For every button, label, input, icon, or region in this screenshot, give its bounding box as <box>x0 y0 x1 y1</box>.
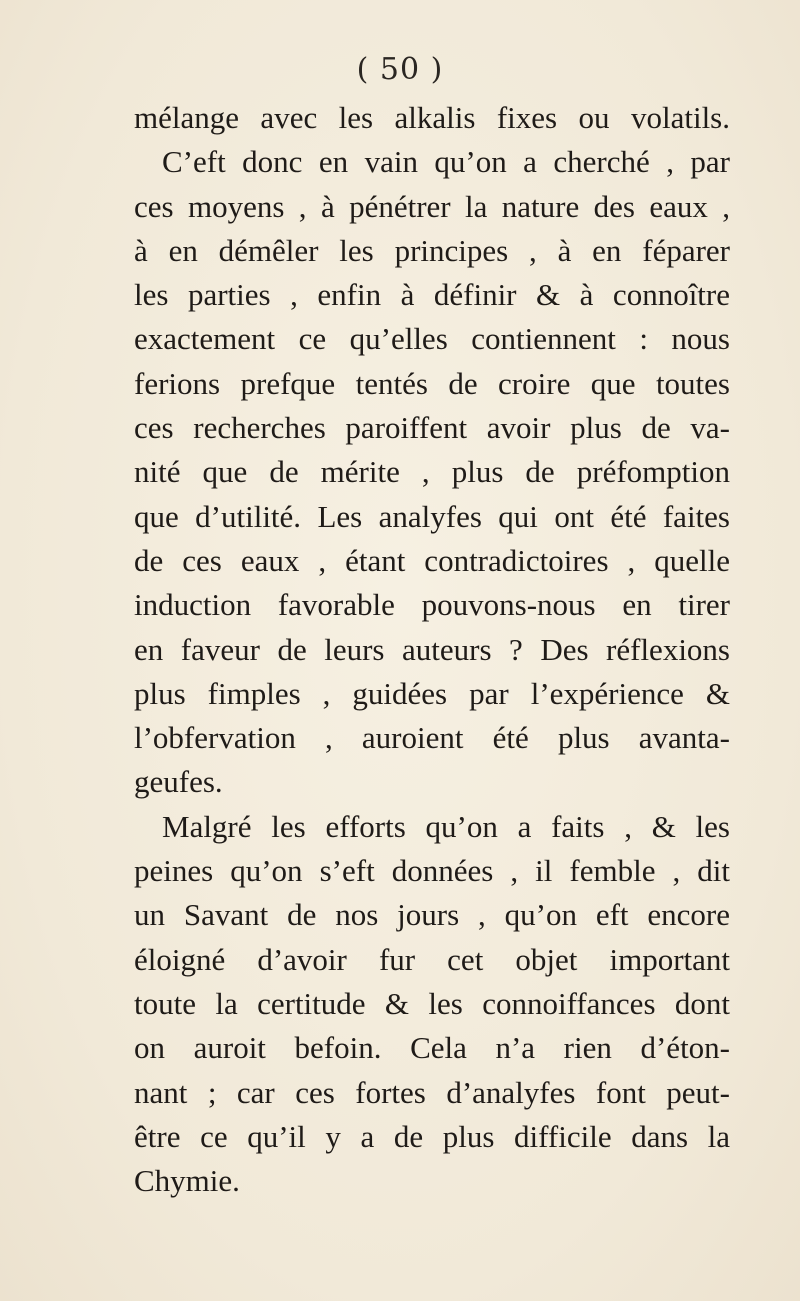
text-line: de ces eaux , étant contradictoires , quelle <box>134 542 730 578</box>
text-line: Chymie. <box>134 1163 240 1199</box>
text-line: Malgré les efforts qu’on a faits , & les <box>162 808 730 844</box>
text-line: être ce qu’il y a de plus difficile dans la <box>134 1118 730 1154</box>
text-line: un Savant de nos jours , qu’on eft encore <box>134 897 730 933</box>
text-line: induction favorable pouvons-nous en tirer <box>134 587 730 623</box>
text-line: C’eft donc en vain qu’on a cherché , par <box>162 144 730 180</box>
text-line: peines qu’on s’eft données , il femble , dit <box>134 853 730 889</box>
text-line: ces moyens , à pénétrer la nature des eaux , <box>134 188 730 224</box>
text-line: les parties , enfin à définir & à connoître <box>134 277 730 313</box>
text-line: exactement ce qu’elles contiennent : nous <box>134 321 730 357</box>
page-number: ( 50 ) <box>356 52 444 87</box>
text-line: que d’utilité. Les analyfes qui ont été faites <box>134 498 730 534</box>
text-line: éloigné d’avoir fur cet objet important <box>134 941 730 977</box>
text-line: nant ; car ces fortes d’analyfes font peut- <box>134 1074 730 1110</box>
text-line: l’obfervation , auroient été plus avanta- <box>134 720 730 756</box>
text-line: nité que de mérite , plus de préfomption <box>134 454 730 490</box>
body-text <box>134 96 730 1203</box>
text-line: on auroit befoin. Cela n’a rien d’éton- <box>134 1030 730 1066</box>
text-line: ferions prefque tentés de croire que toutes <box>134 365 730 401</box>
text-line: à en démêler les principes , à en féparer <box>134 232 730 268</box>
text-line: geufes. <box>134 764 223 800</box>
text-line: toute la certitude & les connoiffances dont <box>134 985 730 1021</box>
text-line: mélange avec les alkalis fixes ou volatils. <box>134 100 730 135</box>
text-line: en faveur de leurs auteurs ? Des réflexions <box>134 631 730 667</box>
text-line: ces recherches paroiffent avoir plus de va- <box>134 410 730 446</box>
text-line: plus fimples , guidées par l’expérience & <box>134 675 730 711</box>
